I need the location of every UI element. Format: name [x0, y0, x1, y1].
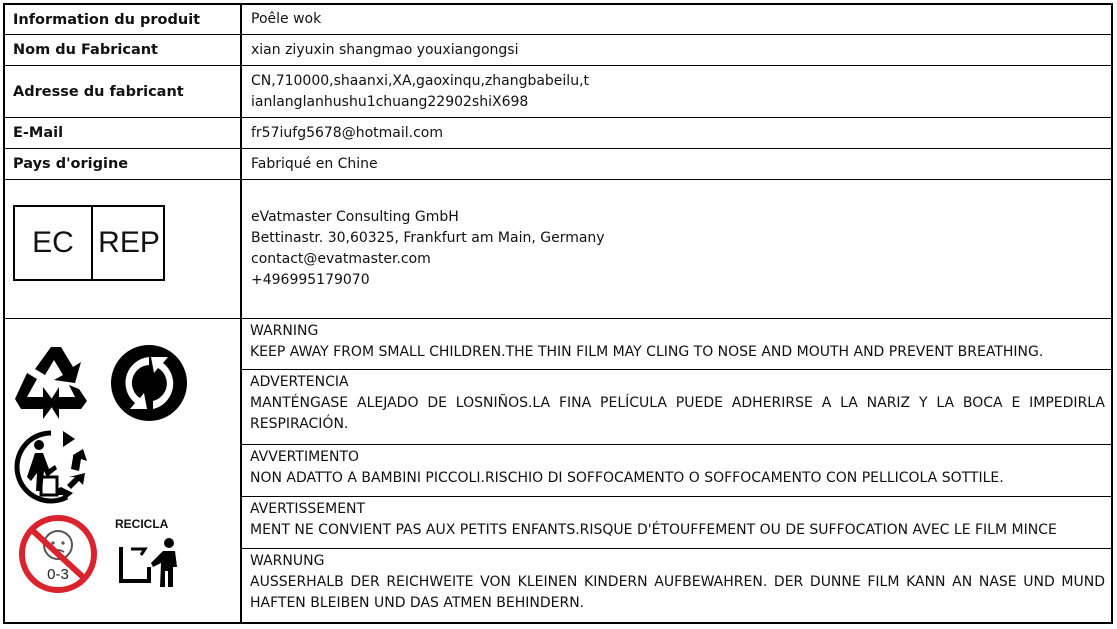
warning-title: WARNUNG — [250, 553, 325, 569]
row-manufacturer-name — [5, 35, 1111, 66]
warning-title: AVERTISSEMENT — [250, 501, 366, 517]
warning-english — [242, 319, 1111, 370]
value-country-of-origin: Fabriqué en Chine — [251, 155, 378, 172]
row-ec-rep — [5, 180, 1111, 319]
warning-body: AUSSERHALB DER REICHWEITE VON KLEINEN KINDERN AUFBEWAHREN. DER DUNNE FILM KANN AN NASE UND MUND HAFTEN BLEIBEN UND DAS ATMEN BEHINDERN. — [250, 574, 1105, 611]
ec-rep-symbol-cell — [5, 180, 242, 318]
value-email: fr57iufg5678@hotmail.com — [251, 124, 443, 141]
ec-rep-address: Bettinastr. 30,60325, Frankfurt am Main, Germany — [251, 230, 605, 246]
row-email — [5, 118, 1111, 149]
recicla-label: RECICLA — [115, 517, 169, 531]
warning-body: MANTÉNGASE ALEJADO DE LOSNIÑOS.LA FINA PELÍCULA PUEDE ADHERIRSE A LA NARIZ Y LA BOCA E IMPEDIRLA RESPIRACIÓN. — [250, 395, 1105, 432]
ec-rep-symbol — [13, 205, 165, 281]
row-manufacturer-address — [5, 66, 1111, 118]
symbols-cell — [5, 319, 242, 622]
no-children-0-3-icon — [17, 513, 99, 595]
product-info-table — [3, 3, 1113, 624]
warning-french — [242, 497, 1111, 549]
green-dot-icon — [109, 343, 189, 423]
warning-german — [242, 549, 1111, 622]
value-manufacturer-name: xian ziyuxin shangmao youxiangongsi — [251, 41, 519, 58]
warning-body: NON ADATTO A BAMBINI PICCOLI.RISCHIO DI SOFFOCAMENTO O SOFFOCAMENTO CON PELLICOLA SOTTILE. — [250, 470, 1004, 486]
warning-spanish — [242, 370, 1111, 445]
value-product-info: Poêle wok — [251, 11, 322, 27]
ec-rep-contact — [251, 180, 1105, 318]
warning-italian — [242, 445, 1111, 497]
value-manufacturer-address — [251, 66, 1105, 117]
label-manufacturer-name: Nom du Fabricant — [5, 35, 242, 65]
label-product-info: Information du produit — [5, 5, 242, 34]
ec-rep-company: eVatmaster Consulting GmbH — [251, 209, 459, 225]
ec-rep-symbol-rep: REP — [98, 226, 160, 259]
warning-title: ADVERTENCIA — [250, 374, 349, 390]
warning-title: AVVERTIMENTO — [250, 449, 360, 465]
age-range-text: 0-3 — [47, 566, 69, 583]
row-country-of-origin — [5, 149, 1111, 180]
row-product-info — [5, 5, 1111, 35]
ec-rep-phone: +496995179070 — [251, 272, 370, 288]
label-country-of-origin: Pays d'origine — [5, 149, 242, 179]
warning-body: KEEP AWAY FROM SMALL CHILDREN.THE THIN FILM MAY CLING TO NOSE AND MOUTH AND PREVENT BREATHING. — [250, 344, 1044, 360]
warning-title: WARNING — [250, 323, 319, 339]
recycle-icon — [11, 343, 91, 421]
address-line-2: ianlanglanhushu1chuang22902shiX698 — [251, 93, 529, 110]
label-email: E-Mail — [5, 118, 242, 148]
ec-rep-symbol-ec: EC — [15, 207, 93, 279]
tidyman-recycle-icon — [11, 427, 93, 507]
ec-rep-email: contact@evatmaster.com — [251, 251, 431, 267]
label-manufacturer-address: Adresse du fabricant — [5, 66, 242, 117]
recicla-icon — [113, 537, 185, 589]
address-line-1: CN,710000,shaanxi,XA,gaoxinqu,zhangbabeilu,t — [251, 72, 590, 89]
warning-body: MENT NE CONVIENT PAS AUX PETITS ENFANTS.RISQUE D'ÉTOUFFEMENT OU DE SUFFOCATION AVEC LE FILM MINCE — [250, 522, 1057, 538]
